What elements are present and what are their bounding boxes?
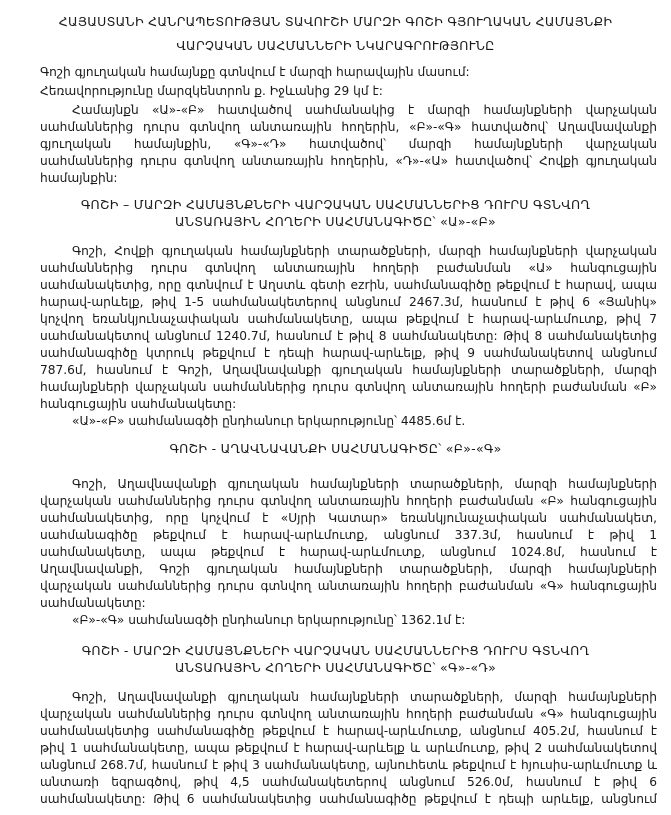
section-2-line: Գոշի, Աղավնավանքի գյուղական համայնքների տարածքների, մարզի համայնքների (72, 477, 657, 491)
section-1-line: Գոշի, Հովքի գյուղական համայնքների տարածքների, մարզի համայնքների վարչական (72, 244, 657, 258)
section-3-line: սահմանակետից սահմանագիծը թեքվում է հարավ-արևմուտք, անցնում 405.2մ, հասնում է (40, 724, 657, 738)
intro-line: համայնքին: (40, 171, 118, 185)
intro-line: Հեռավորությունը մարզկենտրոն ք. Իջևանից 29 կմ է: (40, 84, 383, 98)
section-1-line: սահմանակետով անցնում 1240.7մ, հասնում է թիվ 8 սահմանակետը: Թիվ 8 սահմանակետից (40, 329, 657, 343)
section-2-line: վարչական սահմաններից դուրս գտնվող անտառային հողերի բաժանման «Գ» հանգուցային (40, 579, 657, 593)
intro-line: սահմաններից դուրս գտնվող անտառային հողերին, «Բ»-«Գ» հատվածով՝ Աղավնավանքի (40, 120, 657, 134)
section-3-line: անցնում 268.7մ, հասնում է թիվ 3 սահմանակետը, այնուհետև թեքվում է հյուսիս-արևմուտք և (40, 758, 657, 772)
section-1-summary: «Ա»-«Բ» սահմանագծի ընդհանուր երկարությունը՝ 4485.6մ է. (72, 414, 466, 428)
section-3-line: թիվ 1 սահմանակետը, ապա թեքվում է հարավ-արևելք և արևմուտք, թիվ 2 սահմանակետով (40, 741, 657, 755)
section-1-title-line-2: ԱՆՏԱՌԱՅԻՆ ՀՈՂԵՐԻ ՍԱՀՄԱՆԱԳԻԾԸ՝ «Ա»-«Բ» (174, 214, 496, 229)
section-3-line: անտառի եզրագծով, թիվ 4,5 սահմանակետերով անցնում 526.0մ, հասնում է թիվ 6 (40, 775, 657, 789)
section-1-title-line-1: ԳՈՇԻ – ՄԱՐԶԻ ՀԱՄԱՅՆՔՆԵՐԻ ՎԱՐՉԱԿԱՆ ՍԱՀՄԱՆՆԵՐԻՑ ԴՈՒՐՍ ԳՏՆՎՈՂ (80, 197, 591, 212)
section-2-summary: «Բ»-«Գ» սահմանագծի ընդհանուր երկարությունը՝ 1362.1մ է: (72, 613, 466, 627)
section-2-title: ԳՈՇԻ - ԱՂԱՎՆԱՎԱՆՔԻ ՍԱՀՄԱՆԱԳԻԾԸ՝ «Բ»-«Գ» (169, 441, 502, 456)
intro-line: Համայնքն «Ա»-«Բ» հատվածով սահմանակից է մարզի համայնքների վարչական (72, 103, 657, 117)
section-2-line: սահմանագիծը թեքվում է հարավ-արևմուտք, անցնում 337.3մ, հասնում է թիվ 1 (40, 528, 657, 542)
intro-line: գյուղական համայնքին, «Գ»-«Դ» հատվածով՝ մարզի համայնքների վարչական (40, 137, 657, 151)
section-1-line: հանգուցային սահմանակետը: (40, 397, 237, 411)
section-3-title-line-2: ԱՆՏԱՌԱՅԻՆ ՀՈՂԵՐԻ ՍԱՀՄԱՆԱԳԻԾԸ՝ «Գ»-«Դ» (174, 660, 497, 675)
section-2-line: Աղավնավանքի, Գոշի գյուղական համայնքների տարածքների, մարզի համայնքների (40, 562, 657, 576)
section-3-line: Գոշի, Աղավնավանքի գյուղական համայնքների տարածքների, մարզի համայնքների (72, 690, 657, 704)
section-1-line: սահմաններից դուրս գտնվող անտառային հողերի բաժանման «Ա» հանգուցային (40, 261, 657, 275)
section-2-line: սահմանակետը, ապա թեքվում է հարավ-արևմուտք, անցնում 1024.8մ, հասնում է (40, 545, 657, 559)
intro-line: Գոշի գյուղական համայնքը գտնվում է մարզի հարավային մասում: (40, 65, 470, 79)
section-1-line: սահմանագիծը կտրուկ թեքվում է դեպի հարավ-արևելք, թիվ 9 սահմանակետով անցնում (40, 346, 657, 360)
section-2-line: վարչական սահմաններից դուրս գտնվող անտառային հողերի բաժանման «Բ» հանգուցային (40, 494, 657, 508)
section-3-line: սահմանակետը: Թիվ 6 սահմանակետից սահմանագիծը թեքվում է դեպի արևելք, անցնում (40, 792, 657, 806)
section-3-line: վարչական սահմաններից դուրս գտնվող անտառային հողերի բաժանման «Գ» հանգուցային (40, 707, 657, 721)
section-1-line: կոչվող եռանկյունաչափական սահմանակետը, ապա թեքվում է հարավ-արևմուտք, թիվ 7 (40, 312, 657, 326)
section-1-line: հարավ-արևելք, թիվ 1-5 սահմանակետերով անցնում 2467.3մ, հասնում է թիվ 6 «Յանիկ» (40, 295, 657, 309)
section-2-line: սահմանակետը: (40, 596, 146, 610)
document-title-line-1: ՀԱՅԱՍՏԱՆԻ ՀԱՆՐԱՊԵՏՈՒԹՅԱՆ ՏԱՎՈՒՇԻ ՄԱՐԶԻ ԳՈՇԻ ԳՅՈՒՂԱԿԱՆ ՀԱՄԱՅՆՔԻ (58, 14, 613, 29)
document-title-line-2: ՎԱՐՉԱԿԱՆ ՍԱՀՄԱՆՆԵՐԻ ՆԿԱՐԱԳՐՈՒԹՅՈՒՆԸ (176, 38, 495, 53)
intro-line: սահմաններից դուրս գտնվող անտառային հողերին, «Դ»-«Ա» հատվածով՝ Հովքի գյուղական (40, 154, 657, 168)
section-1-line: 787.6մ, հասնում է Գոշի, Աղավնավանքի գյուղական համայնքների տարածքների, մարզի (40, 363, 657, 377)
section-3-title-line-1: ԳՈՇԻ - ՄԱՐԶԻ ՀԱՄԱՅՆՔՆԵՐԻ ՎԱՐՉԱԿԱՆ ՍԱՀՄԱՆՆԵՐԻՑ ԴՈՒՐՍ ԳՏՆՎՈՂ (81, 643, 590, 658)
section-1-line: սահմանակետից, որը գտնվում է Աղստև գետի ezrին, սահմանագիծը թեքվում է հարավ, ապա (40, 278, 657, 292)
section-2-line: սահմանակետից, որը կոչվում է «Սյրի Կատար» եռանկյունաչափական սահմանակետ, (40, 511, 657, 525)
section-1-line: համայնքների վարչական սահմաններից դուրս գտնվող անտառային հողերի բաժանման «Բ» (40, 380, 657, 394)
